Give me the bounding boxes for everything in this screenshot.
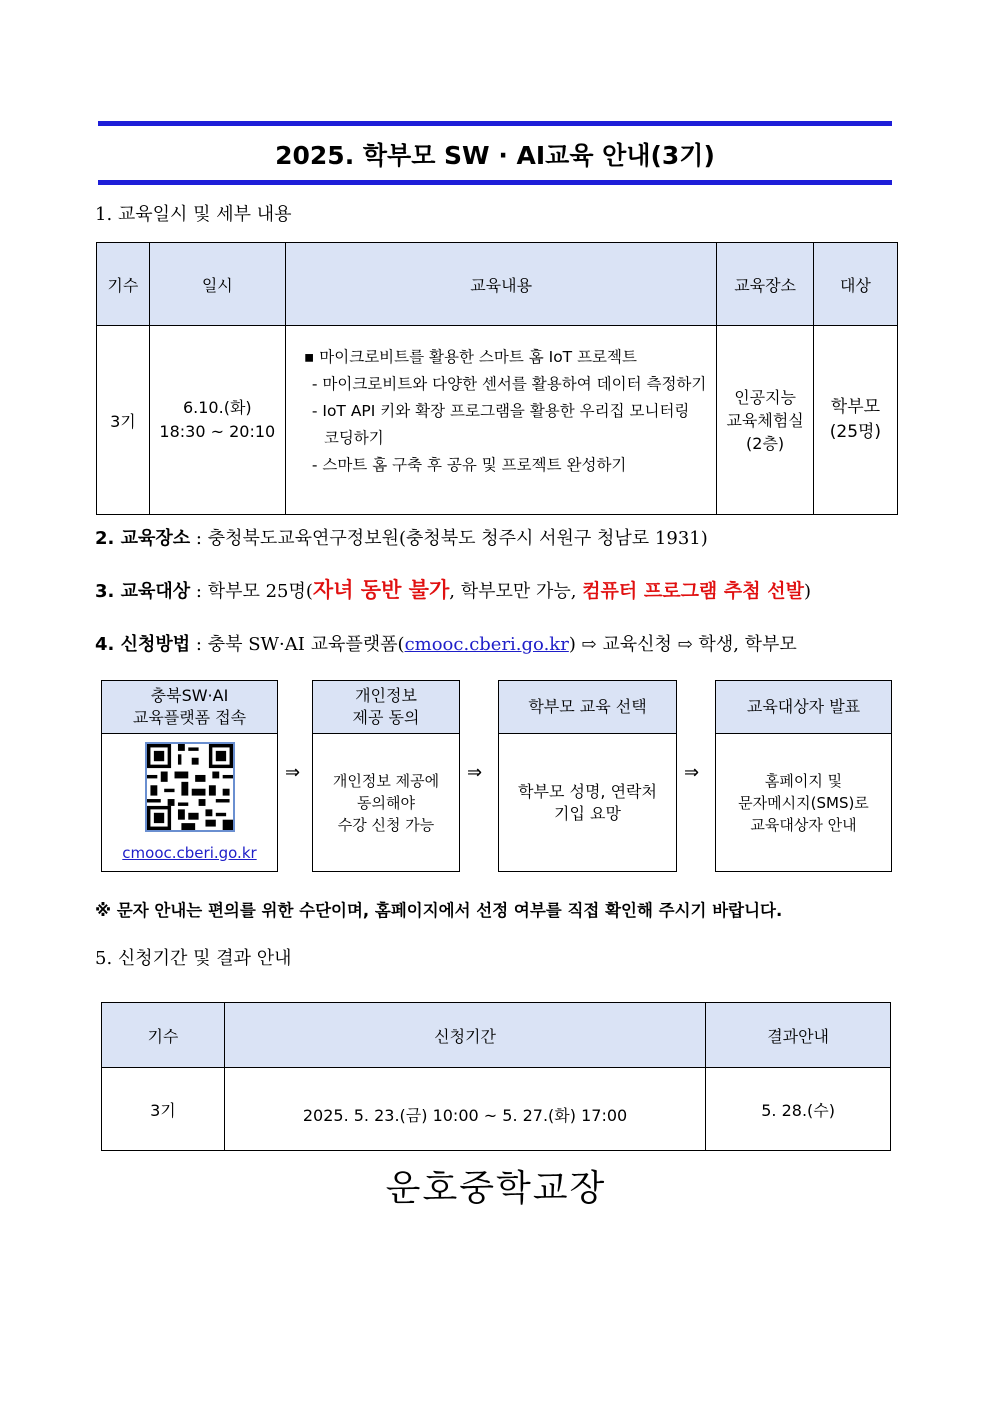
- place-line: (2층): [746, 433, 785, 453]
- step-body: [716, 734, 891, 871]
- section4-post: ) ⇨ 교육신청 ⇨ 학생, 학부모: [568, 634, 797, 655]
- arrow-icon: ⇒: [285, 762, 301, 783]
- content-line: 코딩하기: [323, 429, 384, 447]
- place-line: 교육체험실: [726, 410, 804, 430]
- section3-post: ): [803, 581, 811, 602]
- section2: 2. 교육장소 : 충청북도교육연구정보원(충청북도 청주시 서원구 청남로 1931): [95, 528, 708, 549]
- step-body-line: 수강 신청 가능: [337, 815, 435, 834]
- notice-text: ※ 문자 안내는 편의를 위한 수단이며, 홈페이지에서 선정 여부를 직접 확인해 주시기 바랍니다.: [95, 901, 783, 920]
- cell-target: [813, 326, 897, 515]
- step-header-line: 충북SW·AI: [150, 686, 229, 705]
- content-line: - IoT API 키와 확장 프로그램을 활용한 우리집 모니터링: [311, 402, 690, 420]
- application-header-row: [102, 1003, 891, 1068]
- step-header: 학부모 교육 선택: [499, 681, 676, 734]
- cell-term: 3기: [97, 326, 150, 515]
- step-body: [313, 734, 459, 871]
- step-body-line: 교육대상자 안내: [750, 815, 857, 834]
- step-announcement: [715, 680, 892, 872]
- section1-heading: 1. 교육일시 및 세부 내용: [95, 204, 292, 225]
- header-target: 대상: [813, 243, 897, 326]
- cell-place: [717, 326, 813, 515]
- step-body-line: 기입 요망: [554, 803, 621, 823]
- application-row: [102, 1068, 891, 1151]
- section2-text: 충청북도교육연구정보원(충청북도 청주시 서원구 청남로 1931): [207, 528, 708, 549]
- step-platform-link[interactable]: cmooc.cberi.go.kr: [122, 843, 257, 862]
- step-header-line: 제공 동의: [352, 708, 420, 727]
- arrow-icon: ⇒: [684, 762, 700, 783]
- step-header: 교육대상자 발표: [716, 681, 891, 734]
- cell-date: 6.10.(화): [182, 398, 252, 417]
- step-body: [499, 734, 676, 871]
- step-header-line: 개인정보: [355, 686, 417, 705]
- cell-period: 2025. 5. 23.(금) 10:00 ~ 5. 27.(화) 17:00: [224, 1068, 705, 1151]
- step-body-line: 문자메시지(SMS)로: [738, 793, 869, 812]
- section3-mid: , 학부모만 가능,: [449, 581, 583, 602]
- step-body-line: 동의해야: [357, 793, 415, 812]
- step-body: [102, 734, 277, 871]
- title-top-rule: [98, 121, 892, 126]
- content-line: - 스마트 홈 구축 후 공유 및 프로젝트 완성하기: [311, 456, 627, 474]
- header-result: 결과안내: [706, 1003, 891, 1068]
- application-table: [101, 1002, 891, 1151]
- content-line: - 마이크로비트와 다양한 센서를 활용하여 데이터 측정하기: [311, 375, 707, 393]
- step-platform-access: [101, 680, 278, 872]
- step-header: [102, 681, 277, 734]
- header-place: 교육장소: [717, 243, 813, 326]
- schedule-table: [96, 242, 898, 515]
- section3-red-no-children: 자녀 동반 불가: [312, 577, 450, 602]
- header-term: 기수: [97, 243, 150, 326]
- step-body-line: 학부모 성명, 연락처: [518, 781, 657, 801]
- step-body-line: 홈페이지 및: [764, 771, 843, 790]
- section4-label: 4. 신청방법: [95, 634, 191, 655]
- step-header: [313, 681, 459, 734]
- section4-pre: 충북 SW·AI 교육플랫폼(: [207, 634, 405, 655]
- platform-link[interactable]: cmooc.cberi.go.kr: [404, 634, 569, 655]
- page-title: 2025. 학부모 SW · AI교육 안내(3기): [275, 141, 715, 170]
- cell-term: 3기: [102, 1068, 225, 1151]
- header-period: 신청기간: [224, 1003, 705, 1068]
- header-term: 기수: [102, 1003, 225, 1068]
- header-content: 교육내용: [285, 243, 717, 326]
- cell-time: 18:30 ~ 20:10: [159, 422, 276, 441]
- cell-content: [285, 326, 717, 515]
- step-parent-select: [498, 680, 677, 872]
- title-bottom-rule: [98, 180, 892, 185]
- section5-heading: 5. 신청기간 및 결과 안내: [95, 948, 292, 969]
- signature: 운호중학교장: [385, 1168, 607, 1209]
- qr-code-icon[interactable]: [145, 742, 235, 832]
- section3-label: 3. 교육대상: [95, 581, 191, 602]
- target-line: 학부모: [830, 397, 881, 417]
- place-line: 인공지능: [734, 387, 797, 407]
- step-body-line: 개인정보 제공에: [332, 771, 440, 790]
- target-line: (25명): [829, 422, 882, 442]
- schedule-header-row: [97, 243, 898, 326]
- arrow-icon: ⇒: [467, 762, 483, 783]
- cell-result: 5. 28.(수): [706, 1068, 891, 1151]
- section3-red-lottery: 컴퓨터 프로그램 추첨 선발: [582, 580, 804, 602]
- section4: 4. 신청방법 : 충북 SW·AI 교육플랫폼(cmooc.cberi.go.kr) ⇨ 교육신청 ⇨ 학생, 학부모: [95, 634, 797, 655]
- step-privacy-consent: [312, 680, 460, 872]
- schedule-row: [97, 326, 898, 515]
- section3-pre: 학부모 25명(: [207, 581, 313, 602]
- step-header-line: 교육플랫폼 접속: [132, 708, 247, 727]
- section3: 3. 교육대상 : 학부모 25명(자녀 동반 불가, 학부모만 가능, 컴퓨터 프로그램 추첨 선발): [95, 577, 811, 602]
- cell-datetime: [149, 326, 285, 515]
- content-line: ▪ 마이크로비트를 활용한 스마트 홈 IoT 프로젝트: [303, 348, 637, 366]
- header-date: 일시: [149, 243, 285, 326]
- section2-label: 2. 교육장소: [95, 528, 191, 549]
